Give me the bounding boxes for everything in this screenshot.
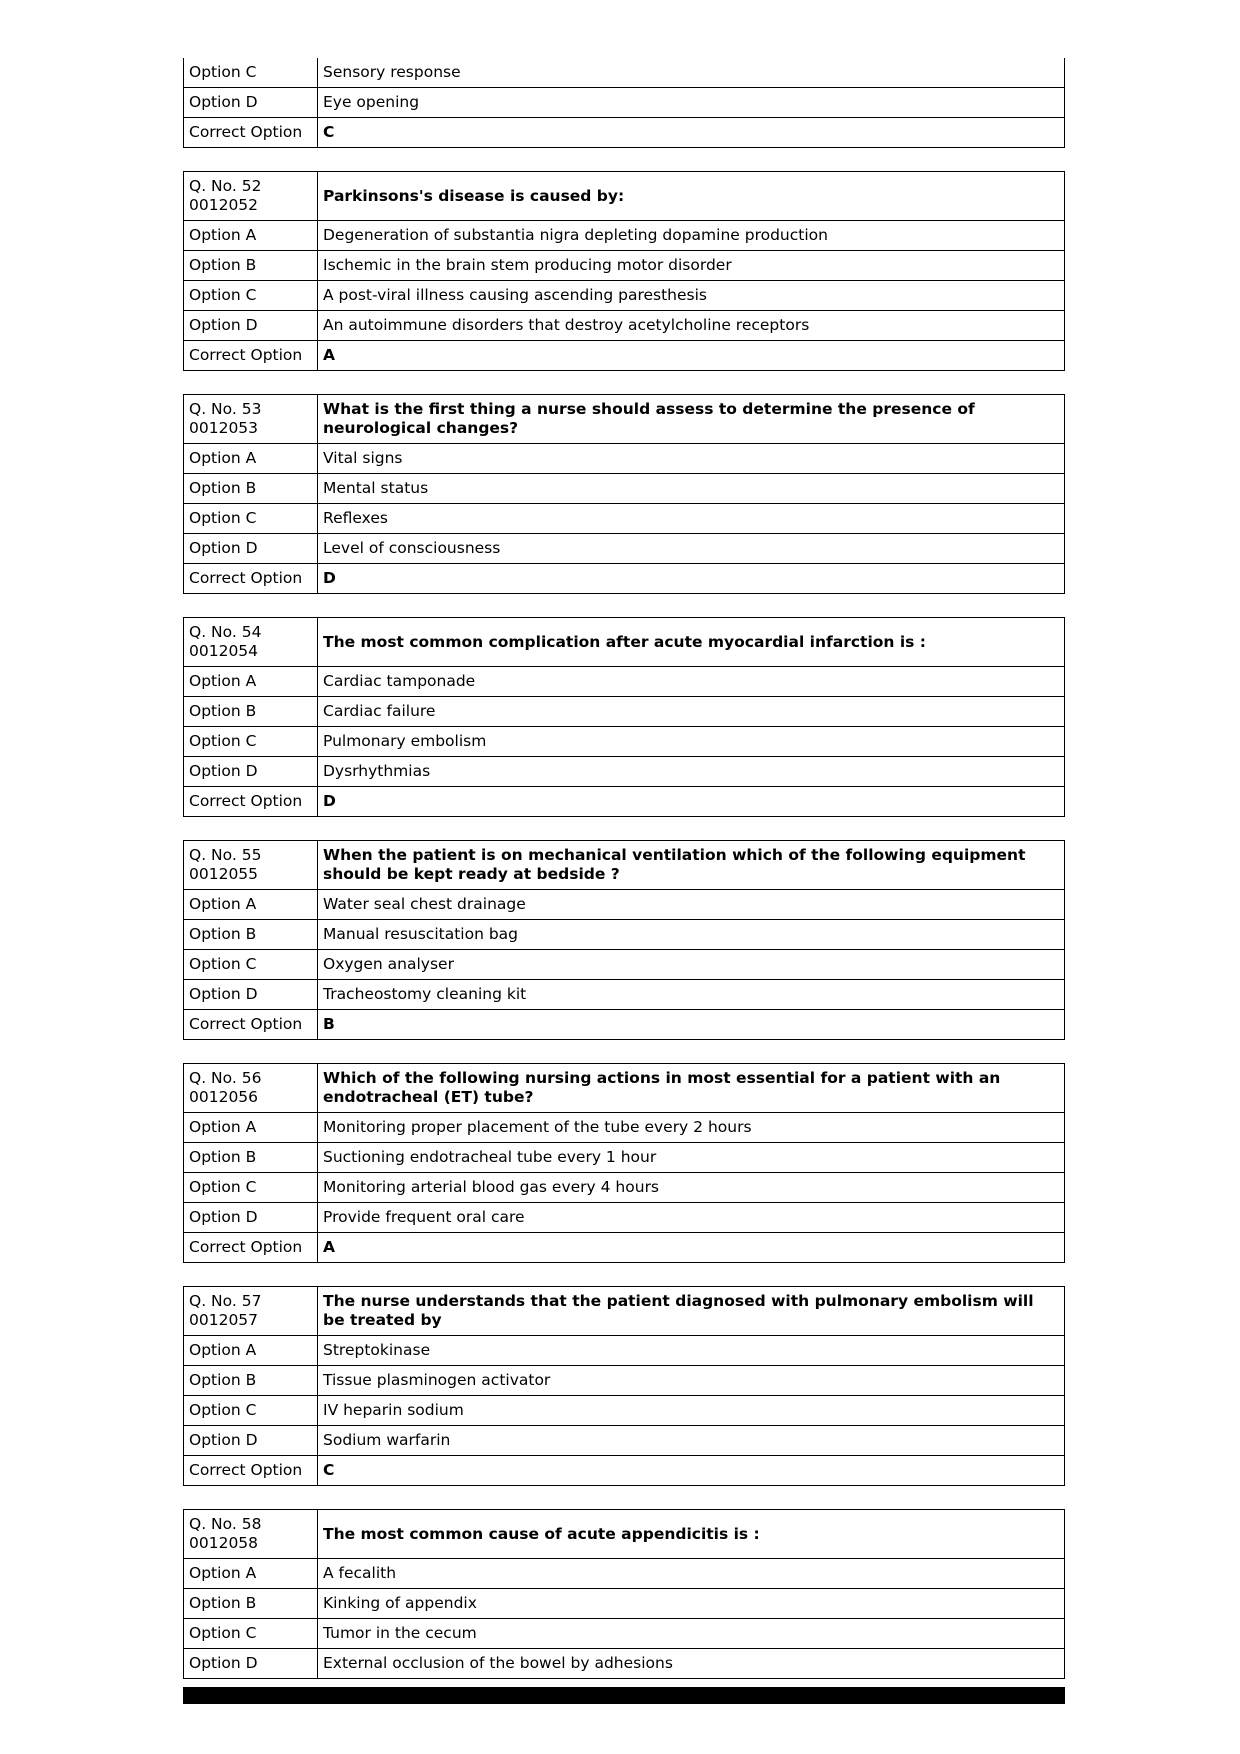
option-row-a bbox=[184, 667, 1065, 697]
option-text: Tissue plasminogen activator bbox=[318, 1366, 1065, 1396]
question-number: Q. No. 56 bbox=[189, 1069, 262, 1087]
question-table-53 bbox=[183, 394, 1065, 594]
correct-option-value: C bbox=[318, 118, 1065, 148]
question-row bbox=[184, 618, 1065, 667]
option-row-c bbox=[184, 1619, 1065, 1649]
question-row bbox=[184, 172, 1065, 221]
question-text: Which of the following nursing actions in most essential for a patient with an endotracheal (ET) tube? bbox=[318, 1064, 1065, 1113]
option-row-a bbox=[184, 1559, 1065, 1589]
option-row-c bbox=[184, 950, 1065, 980]
option-label: Option A bbox=[184, 667, 318, 697]
correct-option-row bbox=[184, 787, 1065, 817]
option-label: Option D bbox=[184, 1649, 318, 1679]
question-number-cell bbox=[184, 841, 318, 890]
option-label: Option C bbox=[184, 504, 318, 534]
question-text: Parkinsons's disease is caused by: bbox=[318, 172, 1065, 221]
question-table-54 bbox=[183, 617, 1065, 817]
option-row-c bbox=[184, 504, 1065, 534]
option-row-d bbox=[184, 1649, 1065, 1679]
correct-option-value: D bbox=[318, 564, 1065, 594]
correct-option-value: B bbox=[318, 1010, 1065, 1040]
option-text: Reflexes bbox=[318, 504, 1065, 534]
option-label: Option D bbox=[184, 1426, 318, 1456]
question-text: What is the first thing a nurse should assess to determine the presence of neurological changes? bbox=[318, 395, 1065, 444]
option-label: Option B bbox=[184, 1366, 318, 1396]
option-text: Kinking of appendix bbox=[318, 1589, 1065, 1619]
correct-option-value: A bbox=[318, 1233, 1065, 1263]
option-row-c bbox=[184, 58, 1065, 88]
option-row-a bbox=[184, 444, 1065, 474]
option-label: Option C bbox=[184, 58, 318, 88]
option-row-c bbox=[184, 1396, 1065, 1426]
correct-option-value: D bbox=[318, 787, 1065, 817]
option-text: Vital signs bbox=[318, 444, 1065, 474]
option-text: External occlusion of the bowel by adhesions bbox=[318, 1649, 1065, 1679]
question-text: The most common cause of acute appendicitis is : bbox=[318, 1510, 1065, 1559]
question-table-51-continued bbox=[183, 58, 1065, 148]
question-code: 0012055 bbox=[189, 865, 259, 883]
option-label: Option D bbox=[184, 534, 318, 564]
question-number-cell bbox=[184, 1510, 318, 1559]
option-label: Option C bbox=[184, 1396, 318, 1426]
option-text: Monitoring proper placement of the tube every 2 hours bbox=[318, 1113, 1065, 1143]
question-text: The most common complication after acute myocardial infarction is : bbox=[318, 618, 1065, 667]
option-label: Option B bbox=[184, 251, 318, 281]
question-code: 0012054 bbox=[189, 642, 259, 660]
option-label: Option B bbox=[184, 1143, 318, 1173]
option-text: Sodium warfarin bbox=[318, 1426, 1065, 1456]
option-label: Option C bbox=[184, 1619, 318, 1649]
question-number: Q. No. 58 bbox=[189, 1515, 262, 1533]
question-text: When the patient is on mechanical ventilation which of the following equipment should be kept ready at bedside ? bbox=[318, 841, 1065, 890]
option-row-d bbox=[184, 534, 1065, 564]
question-number-cell bbox=[184, 395, 318, 444]
option-row-c bbox=[184, 1173, 1065, 1203]
question-code: 0012052 bbox=[189, 196, 259, 214]
option-row-d bbox=[184, 311, 1065, 341]
correct-option-label: Correct Option bbox=[184, 564, 318, 594]
question-row bbox=[184, 1510, 1065, 1559]
option-text: Oxygen analyser bbox=[318, 950, 1065, 980]
correct-option-label: Correct Option bbox=[184, 1010, 318, 1040]
question-row bbox=[184, 1287, 1065, 1336]
option-text: Pulmonary embolism bbox=[318, 727, 1065, 757]
option-text: Eye opening bbox=[318, 88, 1065, 118]
option-row-b bbox=[184, 697, 1065, 727]
question-text: The nurse understands that the patient diagnosed with pulmonary embolism will be treated by bbox=[318, 1287, 1065, 1336]
option-row-a bbox=[184, 1336, 1065, 1366]
question-row bbox=[184, 395, 1065, 444]
option-text: Streptokinase bbox=[318, 1336, 1065, 1366]
option-row-b bbox=[184, 474, 1065, 504]
correct-option-row bbox=[184, 118, 1065, 148]
option-label: Option D bbox=[184, 311, 318, 341]
option-text: Cardiac tamponade bbox=[318, 667, 1065, 697]
question-table-58 bbox=[183, 1509, 1065, 1679]
question-number: Q. No. 53 bbox=[189, 400, 262, 418]
option-label: Option D bbox=[184, 757, 318, 787]
correct-option-value: A bbox=[318, 341, 1065, 371]
option-row-a bbox=[184, 890, 1065, 920]
option-label: Option A bbox=[184, 444, 318, 474]
correct-option-row bbox=[184, 1456, 1065, 1486]
correct-option-label: Correct Option bbox=[184, 341, 318, 371]
option-row-d bbox=[184, 1426, 1065, 1456]
option-row-b bbox=[184, 1366, 1065, 1396]
option-row-a bbox=[184, 221, 1065, 251]
option-label: Option A bbox=[184, 1113, 318, 1143]
correct-option-row bbox=[184, 564, 1065, 594]
option-label: Option A bbox=[184, 890, 318, 920]
question-number-cell bbox=[184, 172, 318, 221]
option-row-b bbox=[184, 1589, 1065, 1619]
option-row-d bbox=[184, 88, 1065, 118]
option-text: A post-viral illness causing ascending paresthesis bbox=[318, 281, 1065, 311]
option-text: Sensory response bbox=[318, 58, 1065, 88]
option-label: Option B bbox=[184, 1589, 318, 1619]
correct-option-label: Correct Option bbox=[184, 1456, 318, 1486]
option-row-a bbox=[184, 1113, 1065, 1143]
correct-option-row bbox=[184, 341, 1065, 371]
option-text: Dysrhythmias bbox=[318, 757, 1065, 787]
option-row-d bbox=[184, 980, 1065, 1010]
question-number: Q. No. 57 bbox=[189, 1292, 262, 1310]
correct-option-value: C bbox=[318, 1456, 1065, 1486]
option-text: Ischemic in the brain stem producing motor disorder bbox=[318, 251, 1065, 281]
option-row-b bbox=[184, 1143, 1065, 1173]
option-label: Option C bbox=[184, 727, 318, 757]
correct-option-label: Correct Option bbox=[184, 787, 318, 817]
option-text: A fecalith bbox=[318, 1559, 1065, 1589]
option-text: An autoimmune disorders that destroy acetylcholine receptors bbox=[318, 311, 1065, 341]
option-label: Option B bbox=[184, 920, 318, 950]
option-label: Option C bbox=[184, 1173, 318, 1203]
option-text: Cardiac failure bbox=[318, 697, 1065, 727]
option-label: Option D bbox=[184, 1203, 318, 1233]
option-row-b bbox=[184, 920, 1065, 950]
question-number: Q. No. 55 bbox=[189, 846, 262, 864]
question-row bbox=[184, 841, 1065, 890]
question-table-52 bbox=[183, 171, 1065, 371]
question-number: Q. No. 52 bbox=[189, 177, 262, 195]
option-row-d bbox=[184, 757, 1065, 787]
option-text: Level of consciousness bbox=[318, 534, 1065, 564]
option-label: Option A bbox=[184, 1559, 318, 1589]
option-text: Suctioning endotracheal tube every 1 hour bbox=[318, 1143, 1065, 1173]
correct-option-row bbox=[184, 1233, 1065, 1263]
question-number-cell bbox=[184, 618, 318, 667]
option-text: Degeneration of substantia nigra depleting dopamine production bbox=[318, 221, 1065, 251]
option-row-c bbox=[184, 727, 1065, 757]
question-table-57 bbox=[183, 1286, 1065, 1486]
correct-option-row bbox=[184, 1010, 1065, 1040]
correct-option-label: Correct Option bbox=[184, 1233, 318, 1263]
question-table-55 bbox=[183, 840, 1065, 1040]
option-label: Option D bbox=[184, 88, 318, 118]
question-code: 0012057 bbox=[189, 1311, 259, 1329]
option-row-c bbox=[184, 281, 1065, 311]
question-number: Q. No. 54 bbox=[189, 623, 262, 641]
option-label: Option A bbox=[184, 1336, 318, 1366]
option-label: Option C bbox=[184, 950, 318, 980]
page-footer-bar bbox=[183, 1687, 1065, 1704]
option-text: Provide frequent oral care bbox=[318, 1203, 1065, 1233]
option-label: Option A bbox=[184, 221, 318, 251]
question-number-cell bbox=[184, 1064, 318, 1113]
option-label: Option B bbox=[184, 474, 318, 504]
correct-option-label: Correct Option bbox=[184, 118, 318, 148]
option-text: Tracheostomy cleaning kit bbox=[318, 980, 1065, 1010]
option-text: Mental status bbox=[318, 474, 1065, 504]
question-code: 0012058 bbox=[189, 1534, 259, 1552]
question-document bbox=[183, 58, 1065, 1702]
question-code: 0012053 bbox=[189, 419, 259, 437]
option-label: Option C bbox=[184, 281, 318, 311]
question-number-cell bbox=[184, 1287, 318, 1336]
question-row bbox=[184, 1064, 1065, 1113]
option-text: Manual resuscitation bag bbox=[318, 920, 1065, 950]
option-text: Tumor in the cecum bbox=[318, 1619, 1065, 1649]
option-text: IV heparin sodium bbox=[318, 1396, 1065, 1426]
option-row-b bbox=[184, 251, 1065, 281]
question-code: 0012056 bbox=[189, 1088, 259, 1106]
option-text: Water seal chest drainage bbox=[318, 890, 1065, 920]
question-table-56 bbox=[183, 1063, 1065, 1263]
option-label: Option D bbox=[184, 980, 318, 1010]
option-label: Option B bbox=[184, 697, 318, 727]
option-row-d bbox=[184, 1203, 1065, 1233]
option-text: Monitoring arterial blood gas every 4 hours bbox=[318, 1173, 1065, 1203]
